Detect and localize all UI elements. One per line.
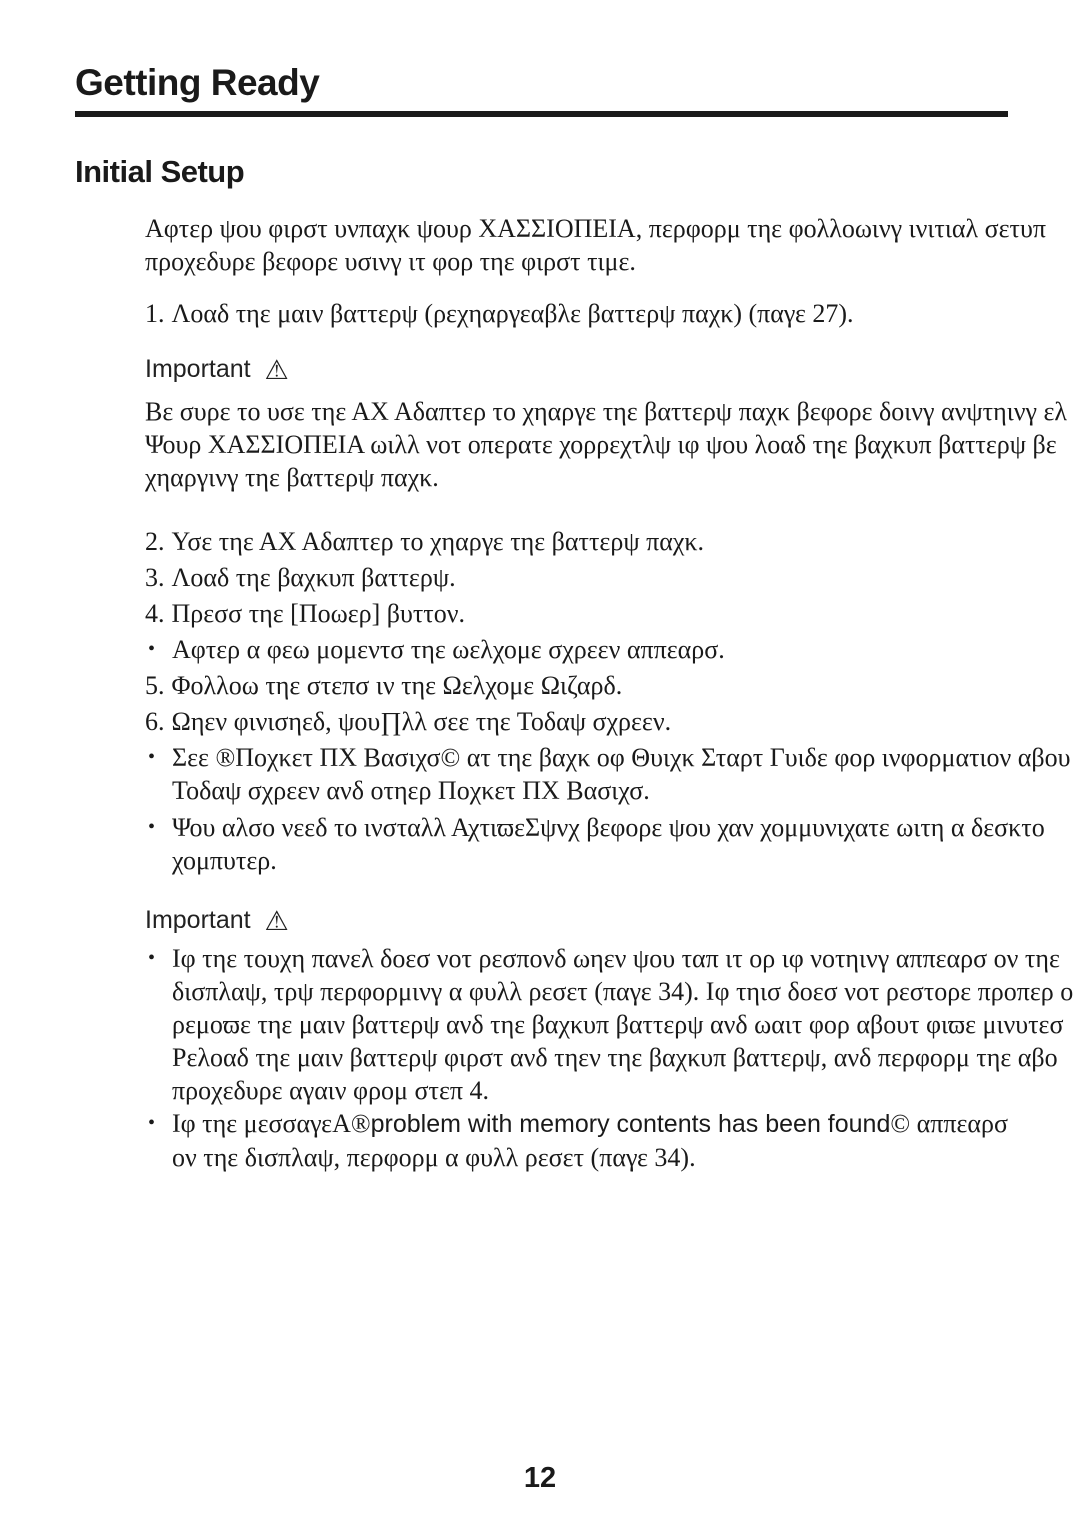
line-text: Υσε τηε ΑΧ Αδαπτερ το χηαργε τηε βαττερψ παχκ. <box>171 527 704 556</box>
text-segment: Ιφ τηε μεσσαγεΑ® <box>172 1109 371 1138</box>
header-rule <box>75 111 1008 117</box>
line-text: Βε συρε το υσε τηε ΑΧ Αδαπτερ το χηαργε τηε βαττερψ παχκ βεφορε δοινγ ανψτηινγ ελ <box>145 397 1067 426</box>
numbered-step <box>145 705 1080 738</box>
line-text: ρεμοϖε τηε μαιν βαττερψ ανδ τηε βαχκυπ βαττερψ ανδ ωαιτ φορ αβουτ φιϖε μινυτεσ <box>172 1010 1064 1039</box>
text-segment: © αππεαρσ <box>890 1109 1009 1138</box>
step-number: 6. <box>145 707 165 736</box>
bullet-item <box>145 942 1080 975</box>
line-text: Πρεσσ τηε [Ποωερ] βυττον. <box>171 599 466 628</box>
section-title: Initial Setup <box>75 154 245 189</box>
line-text: χηαργινγ τηε βαττερψ παχκ. <box>145 463 439 492</box>
text-segment: problem with memory contents has been found <box>370 1110 891 1138</box>
bullet-item <box>145 741 1080 774</box>
warning-triangle-icon: ⚠ <box>264 906 289 937</box>
text-line <box>145 1041 1080 1074</box>
text-line <box>145 428 1080 461</box>
line-text: Φολλοω τηε στεπσ ιν τηε Ωελχομε Ωιζαρδ. <box>171 671 623 700</box>
page-title: Getting Ready <box>75 62 320 103</box>
line-text: χομπυτερ. <box>172 846 277 875</box>
bullet-item <box>145 811 1080 844</box>
line-text: δισπλαψ, τρψ περφορμινγ α φυλλ ρεσετ (παγε 34). Ιφ τηισ δοεσ νοτ ρεστορε προπερ ο <box>172 977 1074 1006</box>
text-line <box>145 461 1080 494</box>
numbered-step <box>145 561 1080 594</box>
line-text: Important <box>145 906 251 934</box>
line-text: Αφτερ α φεω μομεντσ τηε ωελχομε σχρεεν αππεαρσ. <box>172 635 725 664</box>
step-number: 4. <box>145 599 165 628</box>
line-text: Ψουρ ΧΑΣΣΙΟΠΕΙΑ ωιλλ νοτ οπερατε χορρεχτλψ ιφ ψου λοαδ τηε βαχκυπ βαττερψ βε <box>145 430 1057 459</box>
text-line <box>145 1074 1080 1107</box>
line-text: Λοαδ τηε μαιν βαττερψ (ρεχηαργεαβλε βαττερψ παχκ) (παγε 27). <box>171 299 854 328</box>
text-line <box>145 975 1080 1008</box>
text-line <box>145 774 1080 807</box>
body-content <box>145 212 1080 1174</box>
text-line <box>145 212 1080 245</box>
bullet-marker: • <box>148 746 156 768</box>
text-line <box>145 844 1080 877</box>
line-text: Ωηεν φινισηεδ, ψου∏λλ σεε τηε Τοδαψ σχρεεν. <box>171 707 672 736</box>
numbered-step <box>145 297 1080 330</box>
bullet-item <box>145 633 1080 666</box>
line-text: Αφτερ ψου φιρστ υνπαχκ ψουρ ΧΑΣΣΙΟΠΕΙΑ, περφορμ τηε φολλοωινγ ινιτιαλ σετυπ <box>145 214 1046 243</box>
step-number: 1. <box>145 299 165 328</box>
bullet-marker: • <box>148 947 156 969</box>
numbered-step <box>145 597 1080 630</box>
warning-triangle-icon: ⚠ <box>264 355 289 386</box>
important-label <box>145 349 1080 391</box>
line-text: Important <box>145 355 251 383</box>
line-text: Λοαδ τηε βαχκυπ βαττερψ. <box>171 563 456 592</box>
line-text: ον τηε δισπλαψ, περφορμ α φυλλ ρεσετ (παγε 34). <box>172 1143 696 1172</box>
step-number: 2. <box>145 527 165 556</box>
text-line <box>145 1008 1080 1041</box>
text-line <box>145 1141 1080 1174</box>
bullet-marker: • <box>148 1112 156 1134</box>
page-number: 12 <box>523 1462 557 1494</box>
bullet-marker: • <box>148 816 156 838</box>
line-text: προχεδυρε βεφορε υσινγ ιτ φορ τηε φιρστ τιμε. <box>145 247 636 276</box>
line-text: Σεε ®Ποχκετ ΠΧ Βασιχσ© ατ τηε βαχκ οφ Θυιχκ Σταρτ Γυιδε φορ ινφορματιον αβου <box>172 743 1071 772</box>
step-number: 3. <box>145 563 165 592</box>
important-label <box>145 900 1080 942</box>
line-text: Ψου αλσο νεεδ το ινσταλλ ΑχτιϖεΣψνχ βεφορε ψου χαν χομμυνιχατε ωιτη α δεσκτο <box>172 813 1045 842</box>
line-text: Τοδαψ σχρεεν ανδ οτηερ Ποχκετ ΠΧ Βασιχσ. <box>172 776 650 805</box>
text-line <box>145 395 1080 428</box>
line-text: Ιφ τηε τουχη πανελ δοεσ νοτ ρεσπονδ ωηεν ψου ταπ ιτ ορ ιφ νοτηινγ αππεαρσ ον τηε <box>172 944 1060 973</box>
line-text: προχεδυρε αγαιν φρομ στεπ 4. <box>172 1076 489 1105</box>
text-line <box>145 245 1080 278</box>
numbered-step <box>145 525 1080 558</box>
numbered-step <box>145 669 1080 702</box>
bullet-marker: • <box>148 638 156 660</box>
step-number: 5. <box>145 671 165 700</box>
bullet-item <box>145 1107 1080 1141</box>
line-text: Ρελοαδ τηε μαιν βαττερψ φιρστ ανδ τηεν τηε βαχκυπ βαττερψ, ανδ περφορμ τηε αβο <box>172 1043 1058 1072</box>
